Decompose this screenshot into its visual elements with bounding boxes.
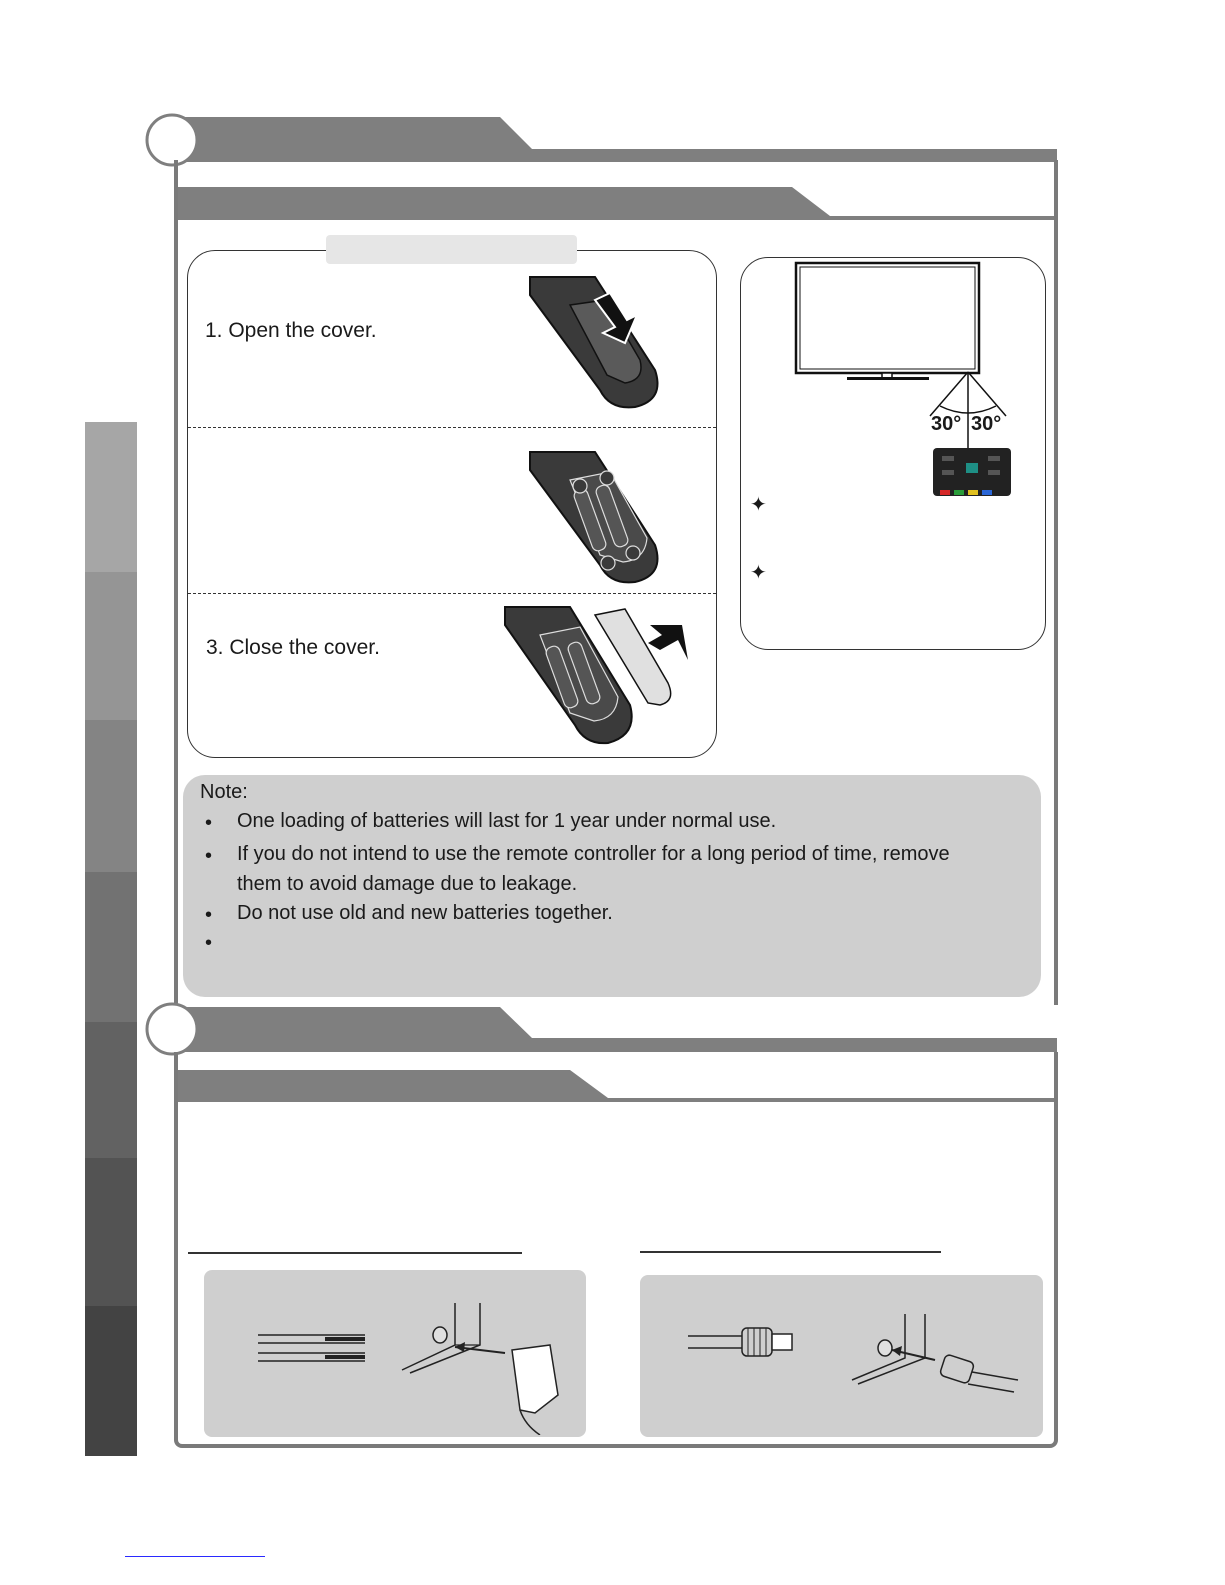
- step-divider-2: [188, 593, 716, 594]
- subheading-rule-right: [640, 1251, 941, 1253]
- section-1-header: [140, 112, 1065, 222]
- arrow-up-icon: [648, 625, 688, 660]
- note-title: Note:: [200, 781, 248, 803]
- note-item-3: Do not use old and new batteries together.: [237, 902, 613, 924]
- side-tab-4: [85, 872, 137, 1022]
- step-3-label: 3. Close the cover.: [206, 636, 380, 659]
- section-2-header: [140, 1002, 1065, 1108]
- star-icon: ✦: [750, 494, 767, 516]
- section-2-frame-left: [174, 1052, 178, 1440]
- remote-close-cover-illustration: [500, 605, 700, 750]
- note-item-2-cont: them to avoid damage due to leakage.: [237, 873, 578, 895]
- battery-box-title-tab: [326, 235, 577, 264]
- footer-link-underline: [125, 1556, 265, 1557]
- section-2-frame-bottom: [174, 1440, 1058, 1448]
- bullet: •: [205, 904, 213, 926]
- side-tab-5: [85, 1022, 137, 1158]
- bullet: •: [205, 812, 213, 834]
- flat-cable-illustration: [250, 1295, 580, 1435]
- side-tab-1: [85, 422, 137, 572]
- side-tab-6: [85, 1158, 137, 1306]
- side-tab-2: [85, 572, 137, 720]
- left-angle-label: 30°: [931, 413, 962, 435]
- note-item-2: If you do not intend to use the remote controller for a long period of time, remove: [237, 843, 950, 865]
- right-angle-label: 30°: [971, 413, 1002, 435]
- star-icon: ✦: [750, 562, 767, 584]
- side-tab-3: [85, 720, 137, 872]
- side-tab-7: [85, 1306, 137, 1456]
- remote-batteries-illustration: [525, 450, 695, 590]
- subheading-rule-left: [188, 1252, 522, 1254]
- section-1-frame-left: [174, 160, 178, 1005]
- step-divider-1: [188, 427, 716, 428]
- bullet: •: [205, 845, 213, 867]
- note-item-1: One loading of batteries will last for 1 year under normal use.: [237, 810, 777, 832]
- step-1-label: 1. Open the cover.: [205, 319, 377, 342]
- section-1-frame-right: [1054, 160, 1058, 1005]
- remote-open-cover-illustration: [525, 275, 695, 415]
- section-2-frame-right: [1054, 1052, 1058, 1440]
- tv-angle-diagram: [790, 258, 1030, 498]
- bullet: •: [205, 932, 213, 954]
- coax-cable-illustration: [680, 1300, 1030, 1420]
